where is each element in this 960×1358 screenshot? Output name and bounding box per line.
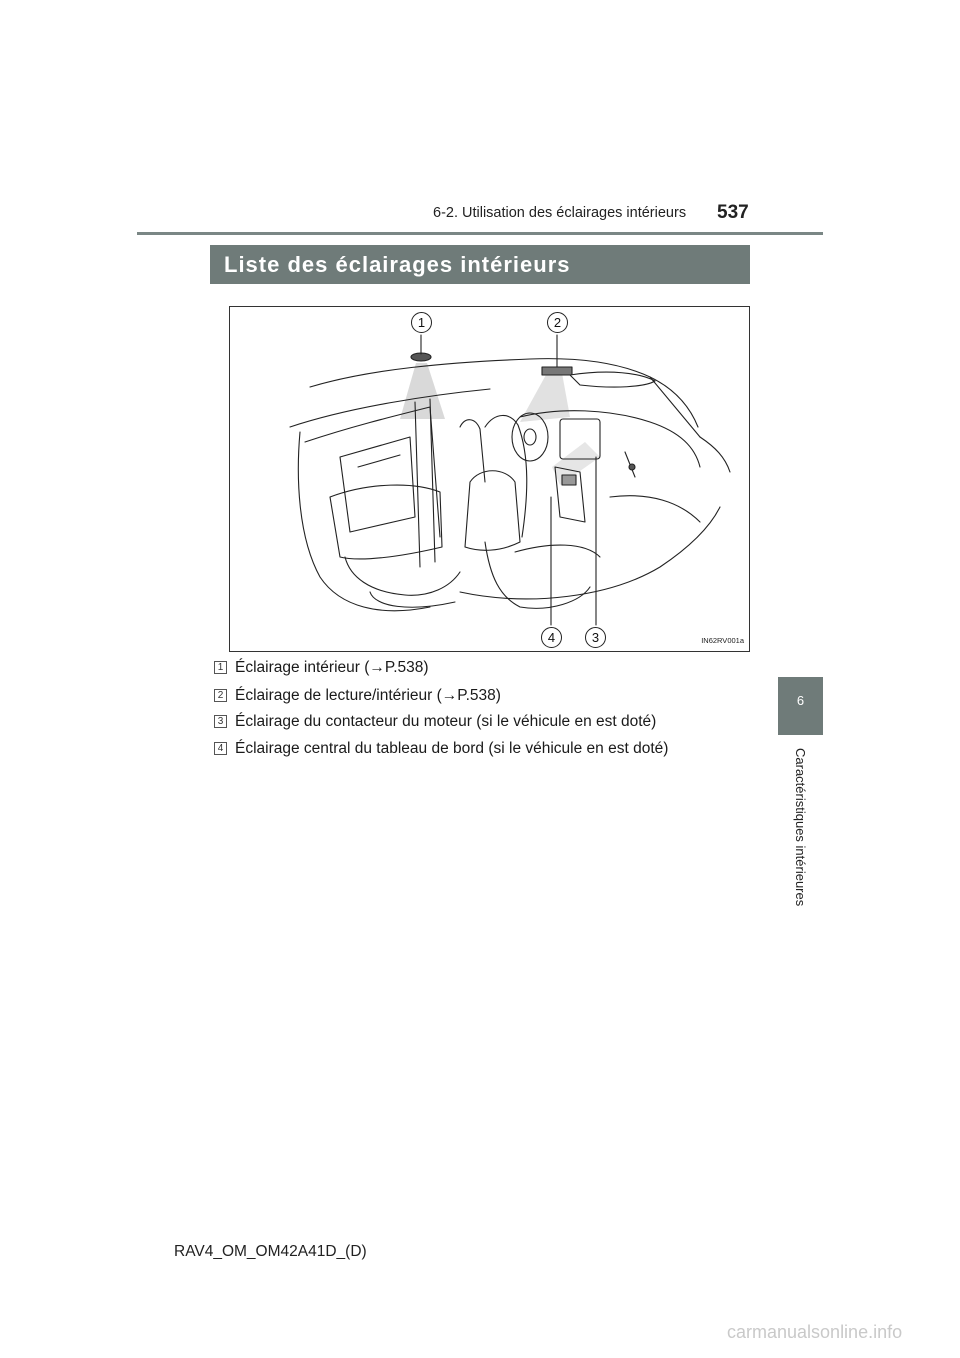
section-title: Liste des éclairages intérieurs: [224, 252, 571, 277]
document-code: RAV4_OM_OM42A41D_(D): [174, 1243, 367, 1260]
car-interior-illustration: [230, 307, 750, 652]
legend-badge-2: 2: [214, 689, 227, 702]
header-rule: [137, 232, 823, 235]
chapter-label: Caractéristiques intérieures: [793, 748, 808, 907]
legend-text-3: Éclairage du contacteur du moteur (si le véhicule en est doté): [235, 713, 657, 730]
page-number: 537: [717, 202, 749, 223]
legend-badge-1: 1: [214, 661, 227, 674]
legend-text-4: Éclairage central du tableau de bord (si le véhicule en est doté): [235, 740, 669, 757]
callout-2: 2: [547, 312, 568, 333]
interior-lights-figure: [229, 306, 750, 652]
chapter-tab: [778, 677, 823, 735]
figure-code: IN62RV001a: [701, 636, 744, 645]
legend-text-2: Éclairage de lecture/intérieur (→P.538): [235, 687, 501, 704]
legend-item-4: [214, 740, 668, 758]
watermark: carmanualsonline.info: [727, 1322, 903, 1342]
callout-1: 1: [411, 312, 432, 333]
legend-badge-3: 3: [214, 715, 227, 728]
light-beam-1: [400, 363, 445, 419]
legend-text-1: Éclairage intérieur (→P.538): [235, 659, 429, 676]
legend-item-3: [214, 713, 656, 731]
section-banner: [210, 245, 750, 284]
legend-badge-4: 4: [214, 742, 227, 755]
callout-4: 4: [541, 627, 562, 648]
chapter-number: 6: [796, 693, 805, 708]
running-header: 6-2. Utilisation des éclairages intérieurs: [433, 205, 687, 221]
legend-item-2: [214, 687, 501, 705]
callout-3: 3: [585, 627, 606, 648]
legend-item-1: [214, 659, 429, 677]
light-beam-2: [520, 373, 570, 422]
